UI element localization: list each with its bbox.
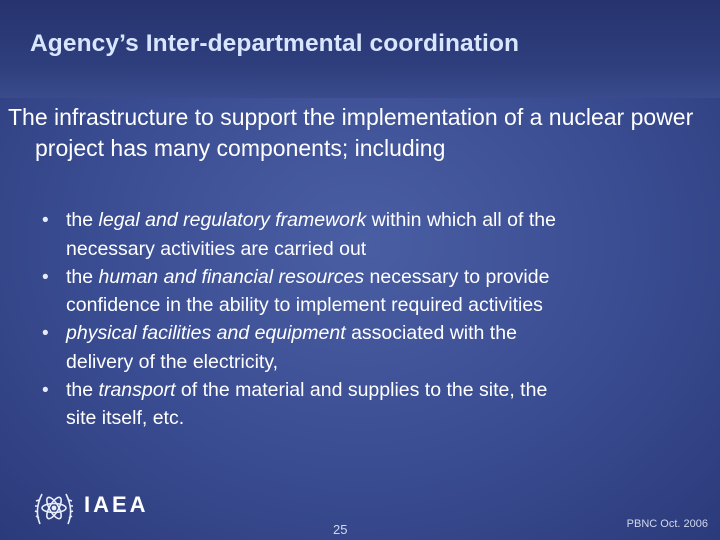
iaea-wordmark: IAEA xyxy=(84,492,149,517)
bullet-list xyxy=(42,206,682,432)
slide-title: Agency’s Inter-departmental coordination xyxy=(30,30,520,57)
bullet-line xyxy=(66,206,682,236)
bullet-text: associated with the xyxy=(345,322,517,344)
bullet-continuation: site itself, etc. xyxy=(66,407,185,429)
bullet-text: necessary to provide xyxy=(364,265,550,288)
bullet-line xyxy=(66,263,682,293)
bullet-continuation: necessary activities are carried out xyxy=(66,237,367,260)
bullet-emphasis: transport xyxy=(98,378,176,401)
bullet-item xyxy=(42,376,682,433)
bullet-dot-icon: • xyxy=(42,379,49,401)
bullet-item xyxy=(42,319,682,376)
page-number: 25 xyxy=(333,522,348,537)
bullet-text: the xyxy=(66,378,99,401)
bullet-text: of the material and supplies to the site, the xyxy=(175,378,548,401)
bullet-item xyxy=(42,206,682,263)
bullet-line xyxy=(66,376,682,406)
bullet-emphasis: human and financial resources xyxy=(98,265,365,288)
bullet-dot-icon: • xyxy=(42,323,49,344)
bullet-emphasis: physical facilities and equipment xyxy=(66,322,346,344)
bullet-text: the xyxy=(66,209,99,231)
bullet-emphasis: legal and regulatory framework xyxy=(98,209,367,231)
bullet-dot-icon: • xyxy=(42,266,49,288)
intro-paragraph: The infrastructure to support the implementation of a nuclear power project has many components; including xyxy=(8,104,694,161)
footer-date: PBNC Oct. 2006 xyxy=(626,518,708,530)
bullet-item xyxy=(42,263,682,320)
bullet-line xyxy=(66,319,682,349)
bullet-text: within which all of the xyxy=(366,209,556,231)
bullet-text: the xyxy=(66,265,99,288)
iaea-logo-icon xyxy=(30,484,78,532)
bullet-continuation: confidence in the ability to implement required activities xyxy=(66,294,543,316)
bullet-continuation: delivery of the electricity, xyxy=(66,350,279,373)
bullet-dot-icon: • xyxy=(42,210,49,231)
